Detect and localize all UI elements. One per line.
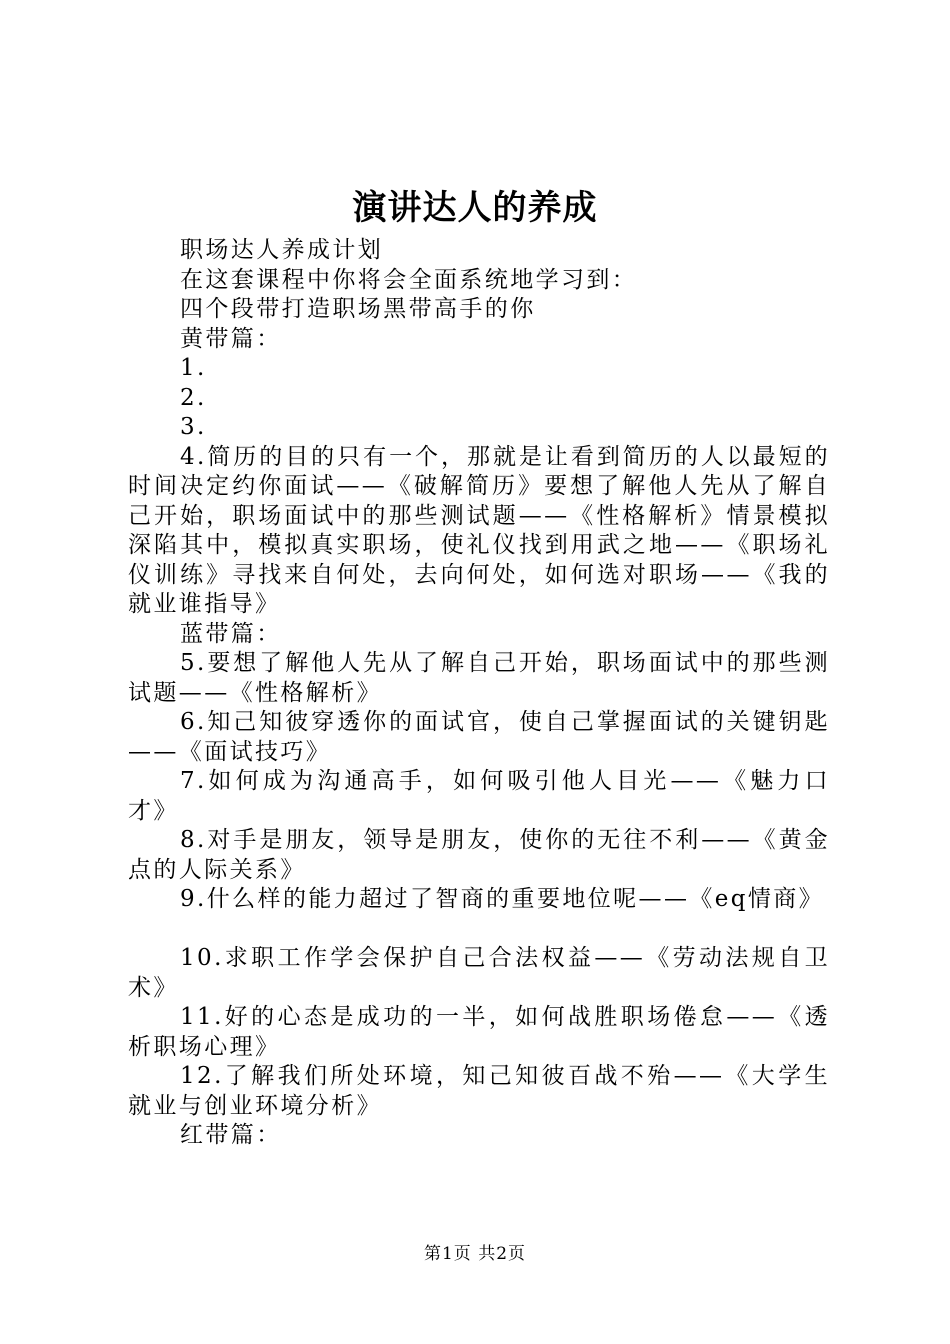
blank-line (128, 915, 830, 945)
section-heading: 蓝带篇： (180, 620, 282, 647)
page-footer: 第1页 共2页 (423, 1244, 527, 1264)
paragraph: 四个段带打造职场黑带高手的你 (180, 296, 536, 322)
document-title: 演讲达人的养成 (352, 188, 598, 228)
list-item: 8.对手是朋友，领导是朋友，使你的无往不利——《黄金点的人际关系》 (128, 827, 830, 883)
section-heading: 红带篇： (180, 1122, 282, 1148)
list-item: 10.求职工作学会保护自己合法权益——《劳动法规自卫术》 (128, 945, 830, 1001)
list-item: 2. (180, 384, 207, 411)
list-item: 3. (180, 414, 207, 440)
list-item: 6.知己知彼穿透你的面试官，使自己掌握面试的关键钥匙——《面试技巧》 (128, 709, 830, 765)
section-heading: 黄带篇： (180, 325, 282, 352)
paragraph: 职场达人养成计划 (180, 237, 384, 263)
list-item: 5.要想了解他人先从了解自己开始，职场面试中的那些测试题——《性格解析》 (128, 650, 830, 706)
list-item: 9.什么样的能力超过了智商的重要地位呢——《eq情商》 (180, 886, 825, 912)
list-item: 1. (180, 355, 207, 381)
paragraph: 在这套课程中你将会全面系统地学习到： (180, 266, 638, 293)
list-item: 7.如何成为沟通高手，如何吸引他人目光——《魅力口才》 (128, 768, 830, 824)
list-item: 12.了解我们所处环境，知己知彼百战不殆——《大学生就业与创业环境分析》 (128, 1063, 830, 1119)
list-item: 4.简历的目的只有一个，那就是让看到简历的人以最短的时间决定约你面试——《破解简历》要想了解他人先从了解自己开始，职场面试中的那些测试题——《性格解析》情景模拟深陷其中，模拟真实职场，使礼仪找到用武之地——《职场礼仪训练》寻找来自何处，去向何处，如何选对职场——《我的就业谁指导》 (128, 443, 830, 617)
list-item: 11.好的心态是成功的一半，如何战胜职场倦怠——《透析职场心理》 (128, 1004, 830, 1060)
document-body (128, 236, 830, 1151)
